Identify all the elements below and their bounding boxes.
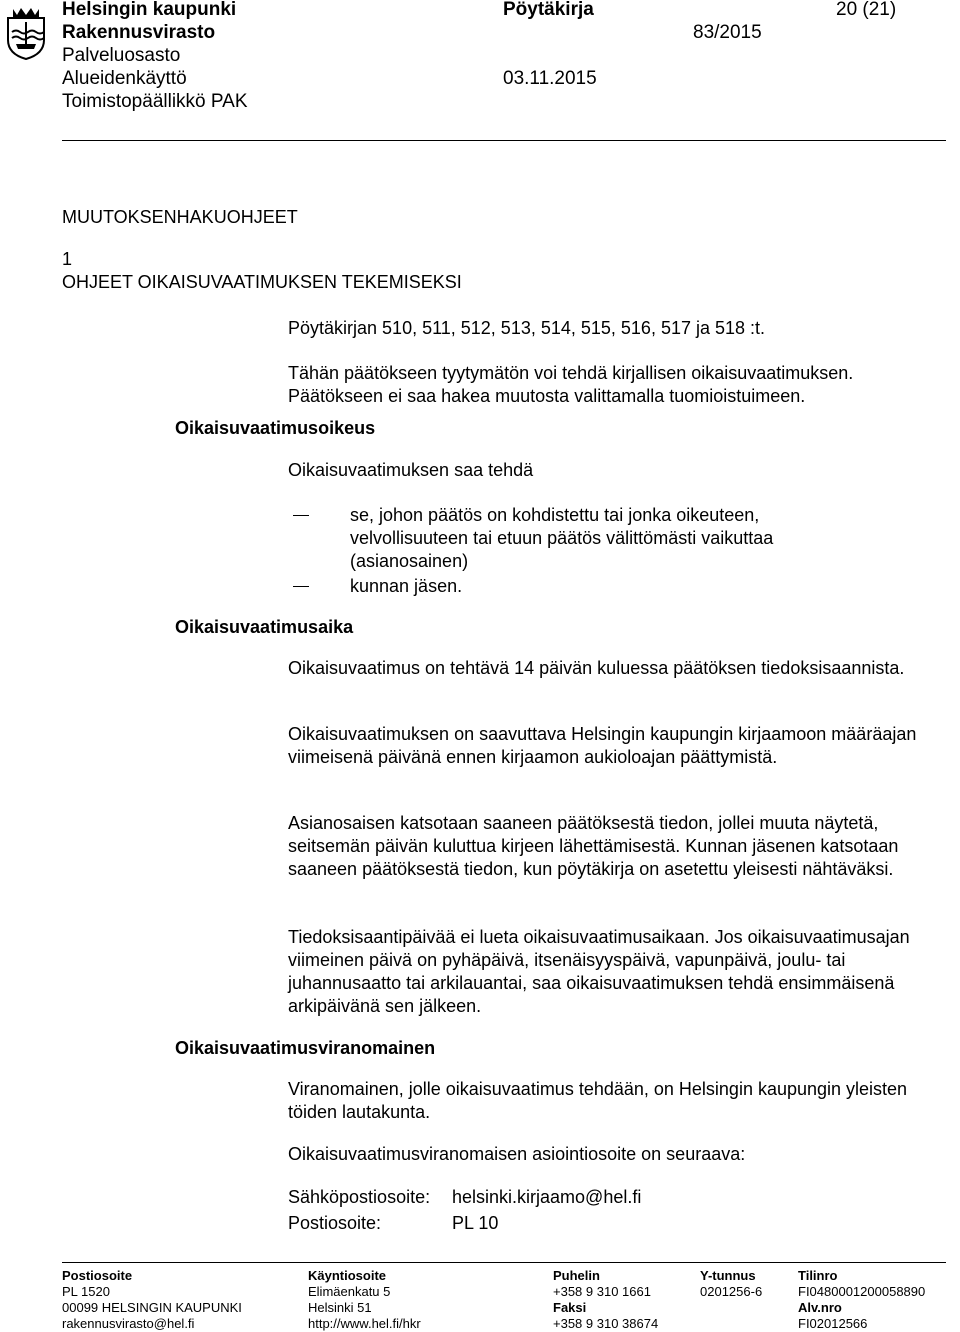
section-heading-oikaisuvaatimusoikeus: Oikaisuvaatimusoikeus [175, 418, 376, 438]
email-label: Sähköpostiosoite: [288, 1187, 431, 1207]
footer-website: http://www.hel.fi/hkr [308, 1316, 421, 1331]
footer-postal-line: PL 1520 [62, 1284, 110, 1299]
department-name: Palveluosasto [62, 45, 181, 66]
agency-name: Rakennusvirasto [62, 22, 216, 43]
org-name: Helsingin kaupunki [62, 0, 237, 20]
footer-email: rakennusvirasto@hel.fi [62, 1316, 195, 1331]
footer-postal-line: 00099 HELSINGIN KAUPUNKI [62, 1300, 242, 1315]
footer-visit-line: Helsinki 51 [308, 1300, 372, 1315]
footer-fax-heading: Faksi [553, 1300, 587, 1315]
bullet-item-line-2: velvollisuuteen tai etuun päätös välittömästi vaikuttaa [350, 528, 774, 548]
section-heading-oikaisuvaatimusaika: Oikaisuvaatimusaika [175, 617, 354, 637]
postal-value: PL 10 [452, 1213, 499, 1233]
bullet-item-line-3: (asianosainen) [350, 551, 469, 571]
footer-account: FI0480001200058890 [798, 1284, 926, 1299]
section-number: 1 [62, 249, 73, 269]
sections-reference: Pöytäkirjan 510, 511, 512, 513, 514, 515, 516, 517 ja 518 :t. [288, 318, 766, 338]
footer-vat: FI02012566 [798, 1316, 868, 1331]
footer-postal-heading: Postiosoite [62, 1268, 133, 1283]
footer-business-id-heading: Y-tunnus [700, 1268, 756, 1283]
document-type: Pöytäkirja [503, 0, 594, 20]
page-number: 20 (21) [836, 0, 897, 20]
section-heading-oikaisuvaatimusviranomainen: Oikaisuvaatimusviranomainen [175, 1038, 436, 1058]
paragraph-deadline: Oikaisuvaatimus on tehtävä 14 päivän kuluessa päätöksen tiedoksisaannista. [288, 658, 905, 678]
paragraph-registry: Oikaisuvaatimuksen on saavuttava Helsingin kaupungin kirjaamoon määräajan viimeisenä päivänä ennen kirjaamon aukioloajan päättymistä. [288, 724, 917, 767]
intro-line-1: Tähän päätökseen tyytymätön voi tehdä kirjallisen oikaisuvaatimuksen. [288, 363, 854, 383]
bullet-item-2: kunnan jäsen. [350, 576, 463, 596]
unit-name: Alueidenkäyttö [62, 68, 187, 89]
document-date: 03.11.2015 [503, 68, 597, 89]
footer-phone-heading: Puhelin [553, 1268, 600, 1283]
postal-label: Postiosoite: [288, 1213, 382, 1233]
header-rule [62, 140, 946, 141]
helsinki-coat-of-arms-logo [4, 4, 48, 60]
footer-phone: +358 9 310 1661 [553, 1284, 651, 1299]
page-title: MUUTOKSENHAKUOHJEET [62, 207, 298, 227]
document-number: 83/2015 [693, 22, 762, 43]
footer-business-id: 0201256-6 [700, 1284, 763, 1299]
dash-bullet-icon [293, 586, 309, 587]
paragraph-contact-intro: Oikaisuvaatimusviranomaisen asiointiosoite on seuraava: [288, 1144, 746, 1164]
footer-fax: +358 9 310 38674 [553, 1316, 659, 1331]
footer-visit-heading: Käyntiosoite [308, 1268, 387, 1283]
dash-bullet-icon [293, 515, 309, 516]
bullet-item-line-1: se, johon päätös on kohdistettu tai jonka oikeuteen, [350, 505, 760, 525]
paragraph-notice: Asianosaisen katsotaan saaneen päätöksestä tiedon, jollei muuta näytetä, seitsemän päivän kuluttua kirjeen lähettämisestä. Kunnan jäsenen katsotaan saaneen päätöksestä tiedon, kun pöytäkirja on asetettu yleisesti nähtäväksi. [288, 813, 899, 879]
who-can-appeal-intro: Oikaisuvaatimuksen saa tehdä [288, 460, 534, 480]
email-value: helsinki.kirjaamo@hel.fi [452, 1187, 642, 1207]
footer-account-heading: Tilinro [798, 1268, 838, 1283]
footer-rule [62, 1262, 946, 1263]
paragraph-authority: Viranomainen, jolle oikaisuvaatimus tehdään, on Helsingin kaupungin yleisten töiden lautakunta. [288, 1079, 908, 1122]
intro-line-2: Päätökseen ei saa hakea muutosta valittamalla tuomioistuimeen. [288, 386, 806, 406]
official-title: Toimistopäällikkö PAK [62, 91, 248, 112]
paragraph-holidays: Tiedoksisaantipäivää ei lueta oikaisuvaatimusaikaan. Jos oikaisuvaatimusajan viimeinen päivä on pyhäpäivä, itsenäisyyspäivä, vapunpäivä, joulu- tai juhannusaatto tai arkilauantai, saa oikaisuvaatimuksen tehdä ensimmäisenä arkipäivänä sen jälkeen. [288, 927, 910, 1016]
section-title: OHJEET OIKAISUVAATIMUKSEN TEKEMISEKSI [62, 272, 462, 292]
footer-visit-line: Elimäenkatu 5 [308, 1284, 391, 1299]
footer-vat-heading: Alv.nro [798, 1300, 842, 1315]
